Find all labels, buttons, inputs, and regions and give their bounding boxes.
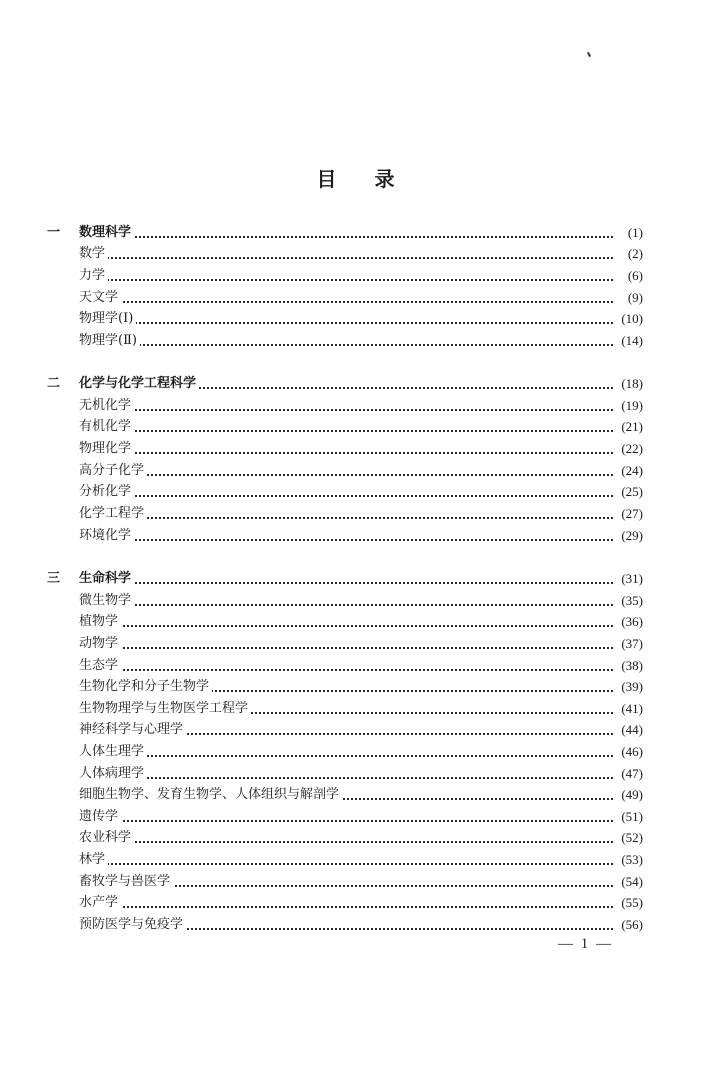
toc-entry xyxy=(0,438,713,460)
entry-label: 人体生理学 xyxy=(79,741,147,763)
toc-section xyxy=(0,568,713,590)
entry-label: 天文学 xyxy=(79,287,121,309)
page-ref: (39) xyxy=(613,676,643,698)
page-ref: (53) xyxy=(613,849,643,871)
entry-label: 植物学 xyxy=(79,611,121,633)
toc-entry xyxy=(0,308,713,330)
entry-label: 物理学(Ⅱ) xyxy=(79,330,140,352)
section-number: 三 xyxy=(47,571,61,586)
toc-entry xyxy=(0,741,713,763)
page-ref: (2) xyxy=(613,243,643,265)
dot-leader xyxy=(80,517,613,519)
toc-section xyxy=(0,222,713,244)
toc-entry xyxy=(0,590,713,612)
toc-section xyxy=(0,373,713,395)
dot-leader xyxy=(80,539,613,541)
dot-leader xyxy=(80,301,613,303)
entry-label: 生物物理学与生物医学工程学 xyxy=(79,698,251,720)
title-char-1: 目 xyxy=(316,167,339,191)
page-ref: (52) xyxy=(613,827,643,849)
page-ref: (25) xyxy=(613,481,643,503)
toc-entry xyxy=(0,763,713,785)
entry-label: 无机化学 xyxy=(79,395,134,417)
entry-label: 微生物学 xyxy=(79,590,134,612)
page-ref: (24) xyxy=(613,460,643,482)
page-ref: (21) xyxy=(613,416,643,438)
dot-leader xyxy=(80,279,613,281)
entry-label: 化学工程学 xyxy=(79,503,147,525)
dot-leader xyxy=(80,409,613,411)
toc-entry xyxy=(0,871,713,893)
toc-entry xyxy=(0,481,713,503)
toc-entry xyxy=(0,395,713,417)
dot-leader xyxy=(80,452,613,454)
entry-label: 人体病理学 xyxy=(79,763,147,785)
toc-entry xyxy=(0,330,713,352)
page-ref: (22) xyxy=(613,438,643,460)
dot-leader xyxy=(80,495,613,497)
entry-label: 物理学(Ⅰ) xyxy=(79,308,136,330)
section-number: 二 xyxy=(47,376,61,391)
toc-entry xyxy=(0,892,713,914)
toc-entry xyxy=(0,827,713,849)
title-char-2: 录 xyxy=(374,167,397,191)
page-ref: (14) xyxy=(613,330,643,352)
page-ref: (31) xyxy=(613,568,643,590)
page-ref: (38) xyxy=(613,655,643,677)
toc-entry xyxy=(0,460,713,482)
dot-leader xyxy=(80,582,613,584)
page-ref: (9) xyxy=(613,287,643,309)
section-title: 生命科学 xyxy=(79,568,134,590)
entry-label: 物理化学 xyxy=(79,438,134,460)
page-ref: (46) xyxy=(613,741,643,763)
toc-entry xyxy=(0,914,713,936)
page-ref: (18) xyxy=(613,373,643,395)
toc-entry xyxy=(0,503,713,525)
entry-label: 环境化学 xyxy=(79,525,134,547)
dot-leader xyxy=(80,474,613,476)
toc-entry xyxy=(0,633,713,655)
toc-entry xyxy=(0,806,713,828)
dot-leader xyxy=(80,755,613,757)
dot-leader xyxy=(80,820,613,822)
page-ref: (36) xyxy=(613,611,643,633)
entry-label: 农业科学 xyxy=(79,827,134,849)
dot-leader xyxy=(80,625,613,627)
page-ref: (56) xyxy=(613,914,643,936)
entry-label: 畜牧学与兽医学 xyxy=(79,871,173,893)
page-ref: (55) xyxy=(613,892,643,914)
page-title xyxy=(0,163,713,192)
page-number: — 1 — xyxy=(558,936,613,952)
dot-leader xyxy=(80,604,613,606)
page-ref: (29) xyxy=(613,525,643,547)
page-ref: (6) xyxy=(613,265,643,287)
entry-label: 有机化学 xyxy=(79,416,134,438)
dot-leader xyxy=(80,777,613,779)
dot-leader xyxy=(80,236,613,238)
section-title: 化学与化学工程科学 xyxy=(79,373,199,395)
entry-label: 生物化学和分子生物学 xyxy=(79,676,212,698)
entry-label: 动物学 xyxy=(79,633,121,655)
page-ref: (47) xyxy=(613,763,643,785)
page-ref: (35) xyxy=(613,590,643,612)
page-ref: (44) xyxy=(613,719,643,741)
entry-label: 力学 xyxy=(79,265,108,287)
page-ref: (41) xyxy=(613,698,643,720)
dot-leader xyxy=(80,430,613,432)
entry-label: 水产学 xyxy=(79,892,121,914)
page-ref: (54) xyxy=(613,871,643,893)
toc-entry xyxy=(0,698,713,720)
entry-label: 预防医学与免疫学 xyxy=(79,914,186,936)
section-number: 一 xyxy=(47,225,61,240)
toc-entry xyxy=(0,784,713,806)
toc-entry xyxy=(0,243,713,265)
entry-label: 细胞生物学、发育生物学、人体组织与解剖学 xyxy=(79,784,342,806)
toc-entry xyxy=(0,265,713,287)
entry-label: 数学 xyxy=(79,243,108,265)
entry-label: 分析化学 xyxy=(79,481,134,503)
entry-label: 神经科学与心理学 xyxy=(79,719,186,741)
page-ref: (19) xyxy=(613,395,643,417)
toc-entry xyxy=(0,719,713,741)
dot-leader xyxy=(80,863,613,865)
dot-leader xyxy=(80,322,613,324)
page-ref: (49) xyxy=(613,784,643,806)
toc-entry xyxy=(0,611,713,633)
toc-entry xyxy=(0,416,713,438)
toc-entry xyxy=(0,655,713,677)
page-ref: (37) xyxy=(613,633,643,655)
dot-leader xyxy=(80,669,613,671)
dot-leader xyxy=(80,841,613,843)
dot-leader xyxy=(80,257,613,259)
page-ref: (1) xyxy=(613,222,643,244)
page-ref: (27) xyxy=(613,503,643,525)
toc-entry xyxy=(0,287,713,309)
entry-label: 遗传学 xyxy=(79,806,121,828)
scan-speck xyxy=(587,52,591,57)
dot-leader xyxy=(80,647,613,649)
entry-label: 林学 xyxy=(79,849,108,871)
dot-leader xyxy=(80,906,613,908)
toc-entry xyxy=(0,525,713,547)
entry-label: 高分子化学 xyxy=(79,460,147,482)
page-ref: (10) xyxy=(613,308,643,330)
toc-entry xyxy=(0,849,713,871)
page-ref: (51) xyxy=(613,806,643,828)
entry-label: 生态学 xyxy=(79,655,121,677)
section-title: 数理科学 xyxy=(79,222,134,244)
toc-entry xyxy=(0,676,713,698)
dot-leader xyxy=(80,344,613,346)
